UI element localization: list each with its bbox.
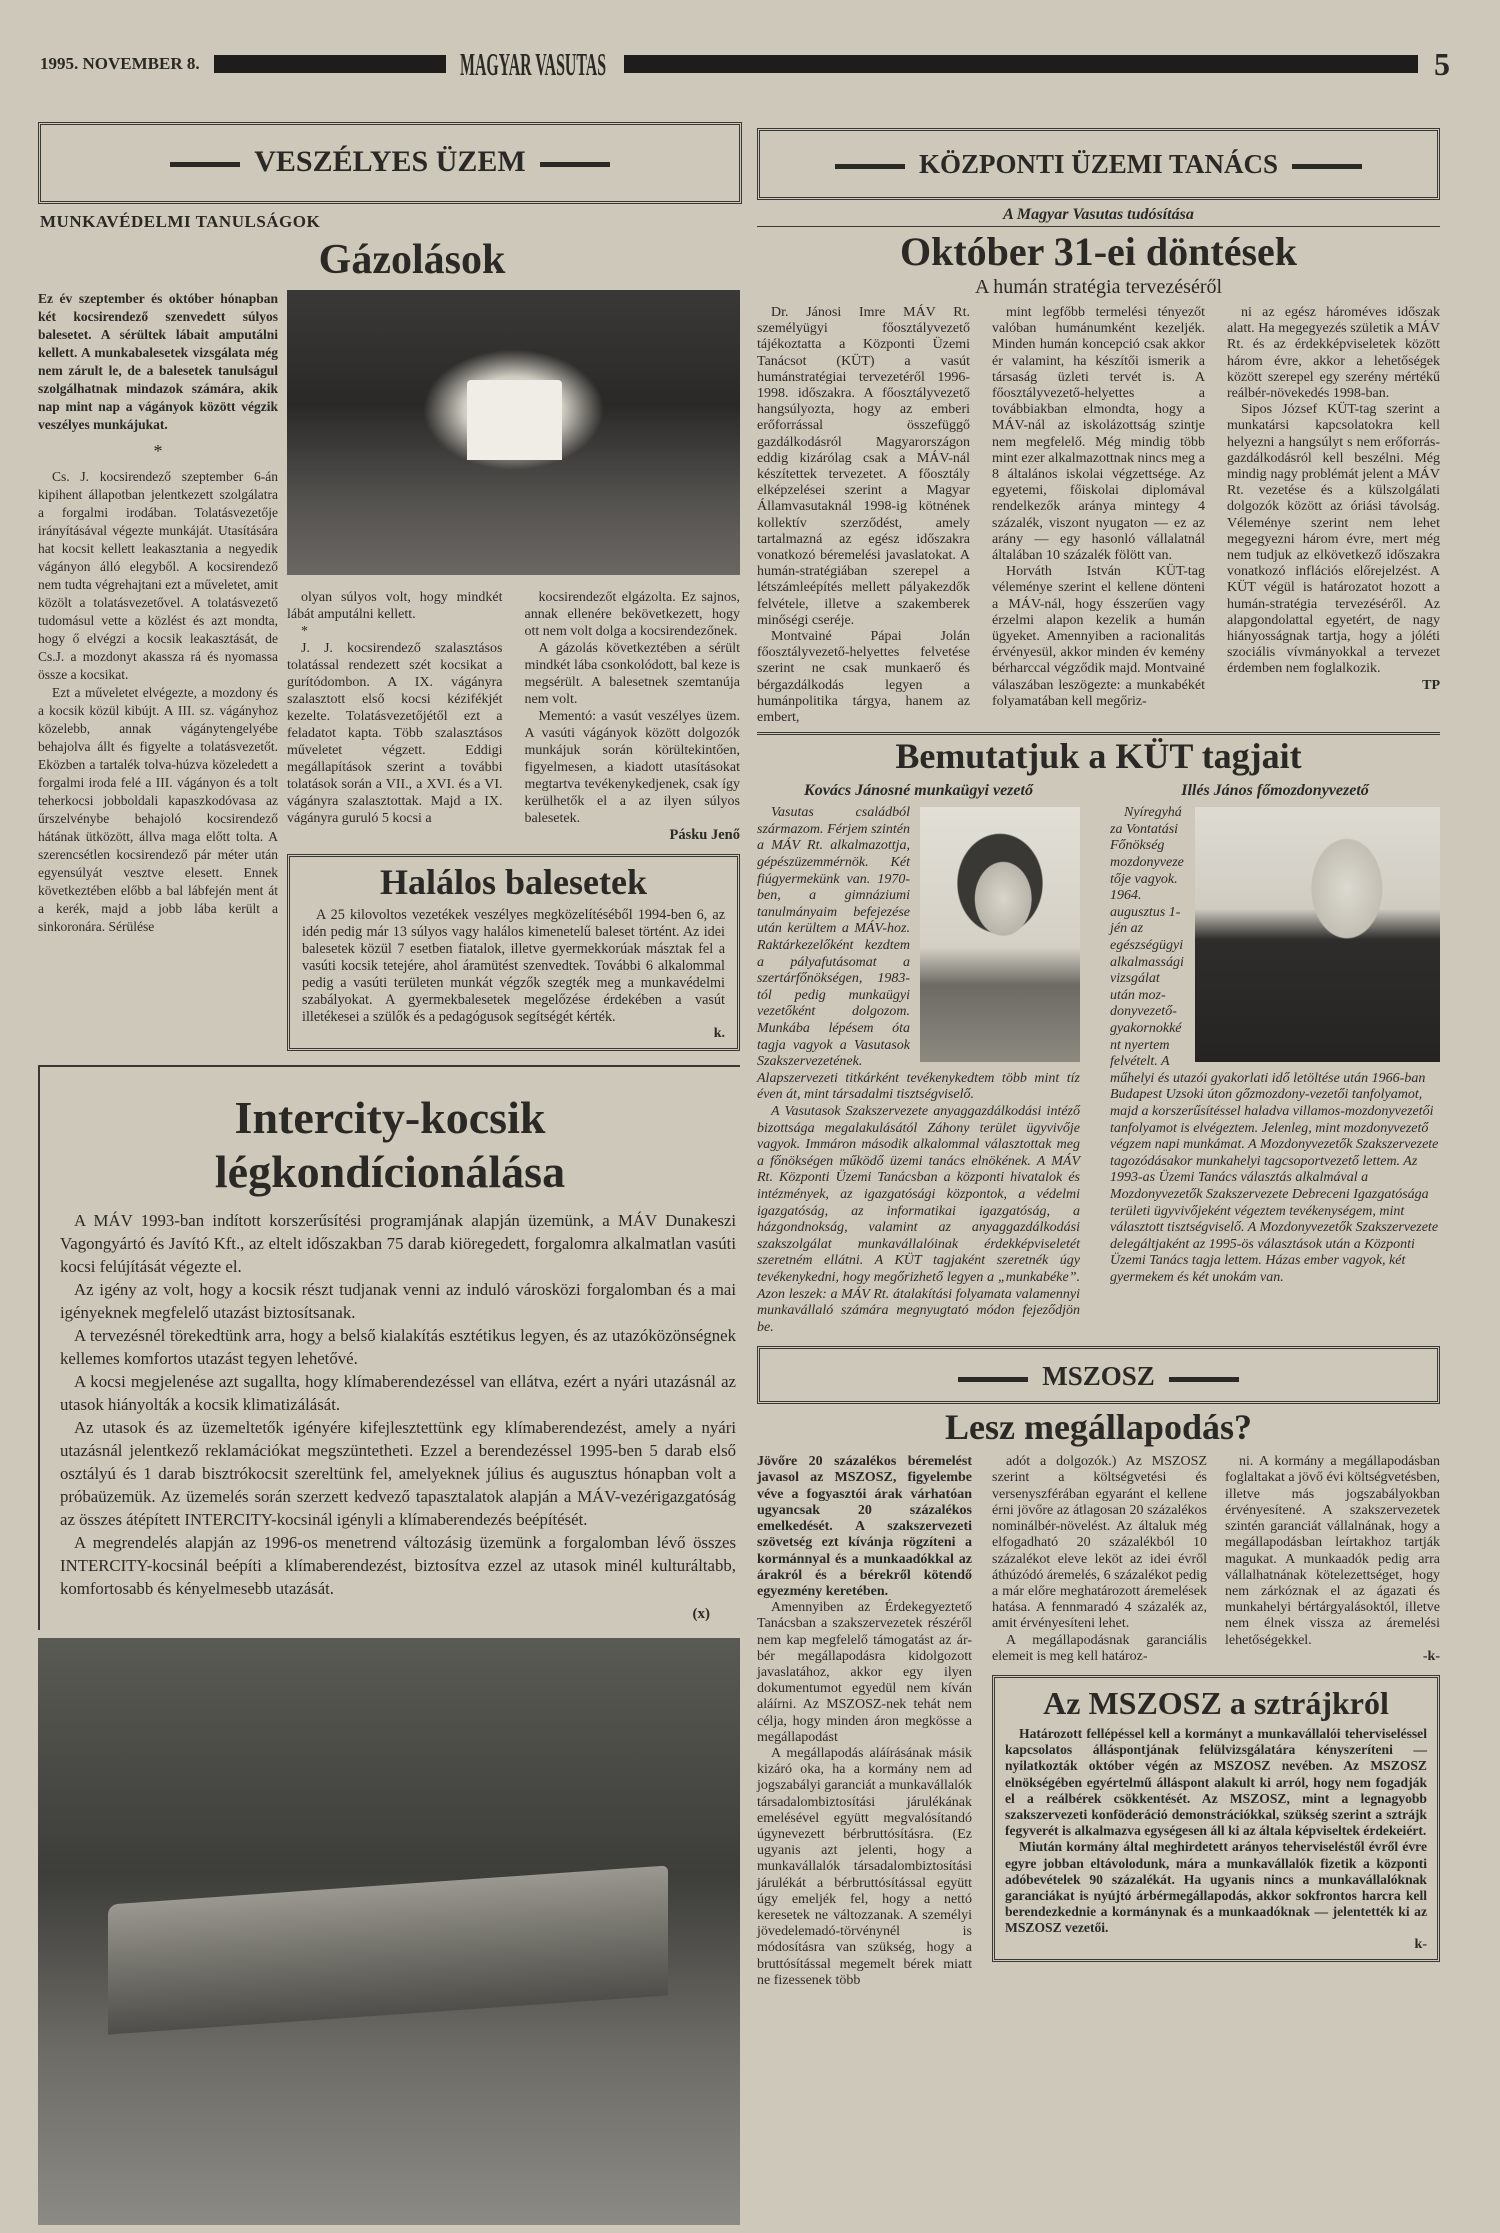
headline-line-1: Intercity-kocsik [234,1092,546,1143]
box-headline: Halálos balesetek [380,862,647,902]
mszosz-column-1-wrap [757,1454,972,1989]
masthead-rule-right [624,55,1418,73]
paragraph: Az igény az volt, hogy a kocsik részt tudjanak venni az induló városközi forgalomban és a mai igényeknek megfelelő utazást biztosítsanak. [60,1280,736,1322]
section-title: MSZOSZ [760,1361,1437,1392]
masthead-date: 1995. NOVEMBER 8. [40,54,200,73]
tunnel-opening [467,380,562,460]
paragraph: A tervezésnél törekedtünk arra, hogy a belső kialakítás esztétikus legyen, és az utazóközönségnek kellemes komfortos utazást tegyen lehetővé. [60,1326,736,1368]
headline-oktober: Október 31-ei döntések [899,229,1298,274]
railcar-body [108,1865,668,2034]
member-name-right: Illés János főmozdonyvezető [1181,782,1369,800]
masthead [40,44,1450,84]
mszosz-sign: -k- [1422,1648,1440,1664]
paragraph: A 25 kilovoltos vezetékek veszélyes megközelítéséből 1994-ben 6, az idén pedig már 13 súlyos vagy halálos kimenetelű baleset történt. Az idei balesetek közül 7 esetben fiatalok, illetve gyermekkorúak másztak fel a vasúti kocsik tetejére, ahol áramütést szenvedtek. További 6 alkalommal pedig a vasúti területen munkát végzők szegték meg a munkavédelmi szabályokat. A gyermekbalesetek megelőzése érdekében a vasút illetékesei a szülők és a pedagógusok segítségét kérték. [302,907,725,1025]
intercity-sign: (x) [692,1606,710,1622]
member-left [757,781,1080,1336]
gazolasok-article [38,290,740,1051]
mszosz-columns-2-3 [992,1454,1440,1665]
paragraph: Az utasok és az üzemeltetők igényére kifejlesztettünk egy klímaberendezést, amely a nyári utazásnál jelentkező reklamációkat megszüntetheti. Ezzel a berendezéssel 1995-ben 5 darab első osztályú és 1 darab bisztrókocsit szereltünk fel, amelyeknek július és augusztus hónapban volt a próbaüzemük. Az üzemelés során szerzett kedvező tapasztalatok alapján a MÁV-vezérigazgatóság az összes átépített INTERCITY-kocsinál igényli a klímaberendezés beépítését. [60,1418,736,1529]
byline: A Magyar Vasutas tudósítása [757,206,1440,227]
member-right-body [1110,805,1440,1286]
headline-line-2: légkondícionálása [214,1146,566,1197]
section-header-mszosz [757,1346,1440,1404]
intercity-railcar-photo [38,1638,740,2225]
kut-sign: TP [1422,677,1440,693]
kut-column-3 [1227,305,1440,678]
article-column-3-wrap [525,589,741,844]
paragraph: Amennyiben az Érdekegyeztető Tanácsban a szakszervezetek részéről nem kap megfelelő támogatást az ár-bér megállapodásra kidolgozott javaslatához, akkor egy ilyen dokumentumot egyedül nem kíván aláírni. Az MSZOSZ-nek tehát nem célja, hogy minden áron megkösse a megállapodást [757,1600,972,1745]
paragraph: A megállapodásnak garanciális elemeit is meg kell határoz- [992,1632,1207,1664]
article-column-1-wrap [38,290,278,1051]
headline-lesz-megallapodas: Lesz megállapodás? [944,1407,1252,1448]
member-left-body [757,805,1080,1336]
portrait-illes-janos [1195,807,1440,1062]
mszosz-columns [757,1454,1440,1989]
paragraph: A Vasutasok Szakszervezete anyaggazdálkodási intéző bizottsága megalakulásától Záhony terület ügyvivője vagyok. Immáron második alkalommal választottak meg a főnökségen működő üzemi tanács elnökének. A MÁV Rt. Központi Üzemi Tanácsban a központi hivatalok és intézmények, az igazgatósági központok, a védelmi igazgatóság, az informatikai igazgatóság, a házgondnokság, valamint az anyaggazdálkodási szakszolgálat munkavállalóinak érdekképviseletét szeretném ellátni. A KÜT tagjaként szeretnék úgy tevékenykedni, hogy megőrizhető legyen a „munkabéke”. Azon leszek: a MÁV Rt. átalakítási folyamata valamennyi munkavállaló számára megnyugtató módon fejeződjön be. [757,1103,1080,1335]
section-title: VESZÉLYES ÜZEM [41,145,739,179]
mszosz-right-area [992,1454,1440,1989]
member-left-side-text: Vasutas családból származom. Férjem szintén a MÁV Rt. alkalmazottja, gépészüzemmérnök. Két fiúgyermekünk van. 1970-ben, a gimnáziumi tanulmányaim befejezése után kerültem a MÁV-hoz. Raktárkezelőként kezdtem a pályafutásomat a szertárfőnökségen, 1983-tól [757,805,910,1003]
author: Pásku Jenő [669,827,740,843]
paragraph: Dr. Jánosi Imre MÁV Rt. személyügyi főosztályvezető tájékoztatta a Központi Üzemi Tanácsot (KÜT) a vasút humánstratégiai tervezetéről 1996-1998. időszakra. A főosztályvezető hangsúlyozta, hogy az emberi erőforrással összefüggő gazdálkodásról Magyarországon eddig kizárólag csak a MÁV-nál készítettek tervezetet. A főosztály elképzelései szerint a Magyar Államvasutaknál 1998-ig kötnének kollektív szerződést, amely tartalmazná az egész időszakra vonatkozó béremelési javaslatokat. A humán-stratégiában szerepel a létszámleépítés mellett pályakezdők felvétele, illetve a szakemberek minőségi cseréje. [757,305,970,628]
tunnel-track-photo [287,290,740,575]
paragraph: Ez év szeptember és október hónapban két kocsirendező szenvedett súlyos balesetet. A sérültek lábait amputálni kellett. A munkabalesetek vizsgálata még nem zárult le, de a balesetek tanulságul szolgálhatnak mindazok számára, akik nap mint nap a vágányok között végzik veszélyes munkájukat. [38,291,278,432]
article-column-2 [287,589,503,844]
portrait-kovacs-jánosne [920,807,1080,1062]
paragraph: Határozott fellépéssel kell a kormányt a munkavállalói teherviseléssel kapcsolatos álláspontjának felülvizsgálatára kényszeríteni — nyilatkozták október végén az MSZOSZ nevében. Az MSZOSZ elnökségében egyértelmű álláspont alakult ki arról, hogy nem fogadják el a reálbérek csökkentését. Az MSZOSZ, mint a legnagyobb szakszervezeti konföderáció demonstrációkkal, szükség szerint a sztrájk fegyverét is alkalmazva egységesen áll ki az általa képviseltek érdekeiért. [1005,1725,1427,1839]
masthead-title-box [460,44,610,84]
mszosz-column-3 [1225,1454,1440,1648]
mszosz-lead [757,1454,972,1600]
paragraph: mint legfőbb termelési tényezőt valóban humánumként kezeljék. Minden humán koncepció csak akkor ér valamint, ha készítői ismerik a társaság üzleti tervét is. A főosztályvezető-helyettes a továbbiakban elmondta, hogy a MÁV-nál az iskolázottság szintje nem megfelelő. Még mindig több mint ezer alkalmazottnak nincs meg a 8 általános iskolai végzettsége. Az egyetemi, főiskolai diplomával rendelkezők aránya mintegy 4 százalék, viszont nyugaton — ez az arány — egy hasonló vállalatnál általában 10 százalék fölött van. [992,305,1205,564]
article-column-3 [525,589,741,827]
members-row [757,781,1440,1336]
box-sign: k- [1414,1936,1427,1952]
box-headline: Az MSZOSZ a sztrájkról [1043,1684,1389,1721]
masthead-rule-left [214,55,446,73]
paragraph: A megállapodás aláírásának másik kizáró oka, ha a kormány nem ad jogszabályi garanciát a munkavállalók társadalombiztosítási járulékának emelésével együtt megvalósítandó úgynevezett bérbruttósításra. (Ez ugyanis azt jelenti, hogy a munkavállalók társadalombiztosítási járulékát a bérbruttósítással együtt úgy emeljék fel, hogy a nettó keresetek ne változzanak. A személyi jövedelemadó-törvénynél is módosításra van szükség, hogy a bruttósítással megemelt bérek miatt ne fizessenek több [757,1745,972,1988]
box-halalos-balesetek [287,854,740,1051]
paragraph: A MÁV 1993-ban indított korszerűsítési programjának alapján üzemünk, a MÁV Dunakeszi Vagongyártó és Javító Kft., az eltelt időszakban 75 darab kiöregedett, forgalomra alkalmatlan vasúti kocsi felújítását végezte el. [60,1211,736,1276]
headline-bemutatjuk: Bemutatjuk a KÜT tagjait [895,736,1302,777]
intercity-text [60,1209,736,1600]
member-right [1110,781,1440,1336]
box-sign: k. [713,1026,725,1041]
middle-columns [287,589,740,844]
box-text [302,907,725,1026]
paragraph: adót a dolgozók.) Az MSZOSZ szerint a költségvetési és versenyszférában egyaránt el kellene érni jövőre az átlagosan 20 százalékos nominálbér-növelést. Az általuk még elfogadható 20 százalékból 10 százalékot eleve leköt az idei évről áthúzódó áremelés, 6 százalékot pedig a már előre meghatározott áremelések hatása. A fennmaradó 4 százalék az, amit érvényesíteni lehet. [992,1454,1207,1632]
paragraph: ni. A kormány a megállapodásban foglaltakat a jövő évi költségvetésben, illetve más jogszabályokban érvényesítené. A szakszervezetek szintén garanciát vállalnának, hogy a megállapodásban leírtakhoz tartják magukat. A munkaadók pedig arra vállalhatnának kötelezettséget, hogy nem zárkóznak el az ágazati és munkahelyi bértárgyalásoktól, illetve nem élnek vissza az áremelési lehetőségekkel. [1225,1454,1440,1648]
member-right-text: donyvezető-gyakornokként nyertem felvételt. A műhelyi és utazói gyakorlati idő letöltése után 1966-ban Budapest Uzsoki úton gőzmozdony-vezetői tanfolyamot, majd a korszerűsítéssel haladva villamos-mozdonyvezetői tanfolyamot is elvégeztem. Jelenleg, mint mozdonyvezető végzem napi munkámat. A Mozdonyvezetők Szakszervezete tagozódásakor munkahelyi tagcsoportvezető lettem. Az 1993-as Üzemi Tanács választás alkalmával a Mozdonyvezetők Szakszervezete Debreceni Igazgatósága területi ügyvivőjeként végeztem tevékenységem, mint választott tisztségviselő. A Mozdonyvezetők Szakszervezete delegáltjaként az 1995-ös választások után a Központi Üzemi Tanács tagja lettem. Házas ember vagyok, két gyermekem és két unokám van. [1110,1004,1439,1285]
member-left-text: pedig munkaügyi vezetőként dolgozom. Munkába lépésem óta tagja vagyok a Vasutasok Szakszervezetének. Alapszervezeti titkárként tevékenykedtem több mint tíz éven át, mint társadalmi tisztségviselő. [757,987,1080,1103]
box-mszosz-sztrajk [992,1675,1440,1962]
member-name-left: Kovács Jánosné munkaügyi vezető [804,782,1033,800]
paragraph: J. J. kocsirendező szalasztásos tolatással rendezett szét kocsikat a gurítódombon. A IX. vágányra szalasztott első kocsi kézifékjét kezelte. Tolatásvezetőjétől ezt a feladatot kapta. Több szalasztásos műveletet végzett. Eddigi megállapítások szerint a további tolatások során a VII., a XVI. és a VI. vágányra szalasztottak. Majd a IX. vágányra guruló 5 kocsi a [287,641,503,826]
mszosz-column-2 [992,1454,1207,1665]
left-page-flow [38,290,740,2225]
kut-column-2 [992,305,1205,710]
member-right-side-text: Nyíregyháza Vontatási Főnökség mozdonyvezetője vagyok. 1964. augusztus 1-jén az egészségügyi alkalmassági vizsgálat után moz- [1110,805,1184,1003]
paragraph: olyan súlyos volt, hogy mindkét lábát amputálni kellett. [287,590,503,622]
masthead-title: MAGYAR VASUTAS [459,46,606,82]
paragraph: Miután kormány által meghirdetett arányos teherviseléstől évről évre egyre jobban eltávolodunk, mára a munkavállalók fizetik a központi adóbevételek 90 százalékát. Ha ugyanis nincs a munkavállalóknak garanciákat is nyújtó árbérmegállapodás, akkor sokfrontos harcra kell berendezkednie a kormánynak és a munkaadóknak — jelentették ki az MSZOSZ vezetői. [1005,1839,1427,1936]
section-header-veszelyes-uzem [38,122,742,204]
paragraph: Mementó: a vasút veszélyes üzem. A vasúti vágányok között dolgozók munkájuk során körültekintően, figyelmesen, a kiadott utasításokat megtartva tevékenykedjenek, csak így kerülhetők el a az ilyen súlyos balesetek. [524,709,740,826]
subhead: A humán stratégia tervezéséről [974,276,1223,298]
paragraph: kocsirendezőt elgázolta. Ez sajnos, annak ellenére bekövetkezett, hogy ott nem volt dolga a kocsirendezőnek. [524,590,740,639]
right-page-flow [757,128,1440,1989]
section-header-kut [757,128,1440,200]
kut-columns [757,305,1440,726]
paragraph: Jövőre 20 százalékos béremelést javasol az MSZOSZ, figyelembe véve a fogyasztói árak várhatóan ugyancsak 20 százalékos emelkedését. A szakszervezeti szövetség ezt kívánja rögzíteni a kormánnyal és a munkaadókkal az árakról és a bérekről kötendő egyezmény keretében. [757,1454,972,1599]
lead-paragraph [38,290,278,434]
paragraph: A gázolás következtében a sérült mindkét lába csonkolódott, bal keze is megsérült. A balesetnek szemtanúja nem volt. [524,641,740,707]
paragraph: A megrendelés alapján az 1996-os menetrend változásig üzemünk a forgalomban lévő összes INTERCITY-kocsinál beépíti a klímaberendezést, biztosítva ezzel az utasok minél kulturáltabb, komfortosabb és kényelmesebb utazását. [60,1533,736,1598]
section-title: KÖZPONTI ÜZEMI TANÁCS [760,149,1437,180]
paragraph: Sipos József KÜT-tag szerint a munkatársi kapcsolatokra kell helyezni a hangsúlyt s nem erőforrás-gazdálkodásról kell beszélni. Még mindig nagy problémát jelent a MÁV Rt. vezetése és a külszolgálati dolgozók között az óriási távolság. Véleménye szerint nem lehet megegyezni három évre, mert még nem tudjuk az elkövetkező időszakra vonatkozó inflációs előrejelzést. A KÜT végül is határozatot hozott a humán-stratégia tervezéséről. Az alapgondolattal egyetért, de nagy hiányosságnak tartja, hogy a jóléti szociális vívmányokkal a tervezet érdemben nem foglalkozik. [1227,402,1440,677]
mszosz-column-1 [757,1600,972,1989]
paragraph: Horváth István KÜT-tag véleménye szerint el kellene dönteni a MÁV-nál, hogy ésszerűen vagy érzelmi alapon kezelik a humán ügyeket. Amennyiben a racionalitás érvényesül, akkor minden év kemény bérharccal végződik majd. Montvainé válaszában leszögezte: a munkabékét folyamatában kell megőriz- [992,564,1205,709]
article-column-1 [38,468,278,936]
paragraph: Cs. J. kocsirendező szeptember 6-án kipihent állapotban jelentkezett szolgálatra a forgalmi irodában. Tolatásvezetője irányításával végezte munkáját. Utasítására hat kocsit kellett leakasztania a negyedik vágányon álló elegyből. A kocsirendező nem tudta végrehajtani ezt a műveletet, amit közölt a tolatásvezetővel. A tolatásvezető tudomásul vette a közlést és azt mondta, hogy ő elvégzi a kocsik leakasztását, de Cs.J. a mozdonyt akassza rá és nyomassa össze a kocsikat. [38,469,278,682]
mszosz-column-3-wrap [1225,1454,1440,1665]
kicker: MUNKAVÉDELMI TANULSÁGOK [40,212,321,231]
paragraph: A kocsi megjelenése azt sugallta, hogy klímaberendezéssel van ellátva, ezért a nyári utazásnál az utasok hiányolták a kocsik klimatizálását. [60,1372,736,1414]
middle-area [287,290,740,1051]
headline-gazolasok: Gázolások [318,237,506,283]
separator-star: * [153,441,163,461]
paragraph: Ezt a műveletet elvégezte, a mozdony és a kocsik közül kibújt. A III. sz. vágányhoz közelebb, annak vágánytengelyébe behajolva állt és figyelte a tolatásvezetőt. Eközben a tartalék tolva-húzva közeledett a forgalmi iroda felé a III. vágányon és a tolt teherkocsi jobboldali kapaszkodóvasa az űrszelvénybe behajoló kocsirendező hátának ütközött, állva maga előtt tolta. A szerencsétlen kocsirendező pár méter után egyensúlyát vesztve elesett. Ennek következtében előbb a bal lábfején ment át a kerék, majd a jobb lába került a sinkoronára. Sérülése [38,685,278,934]
box-text [1005,1726,1427,1937]
page-number: 5 [1434,45,1450,82]
paragraph: Montvainé Pápai Jolán főosztályvezető-helyettes felvetése szerint ne csak munkaerő és bérgazdálkodás legyen a humánpolitika tárgya, hanem az embert, [757,629,970,726]
paragraph: * [301,624,308,639]
paragraph: ni az egész hároméves időszak alatt. Ha megegyezés születik a MÁV Rt. és az érdekképviseletek között három évre, akkor a lehetőségek között szerepel egy szerény mértékű reálbér-növekedés 1998-ban. [1227,305,1440,402]
kut-column-1 [757,305,970,726]
intercity-article [38,1065,740,1630]
